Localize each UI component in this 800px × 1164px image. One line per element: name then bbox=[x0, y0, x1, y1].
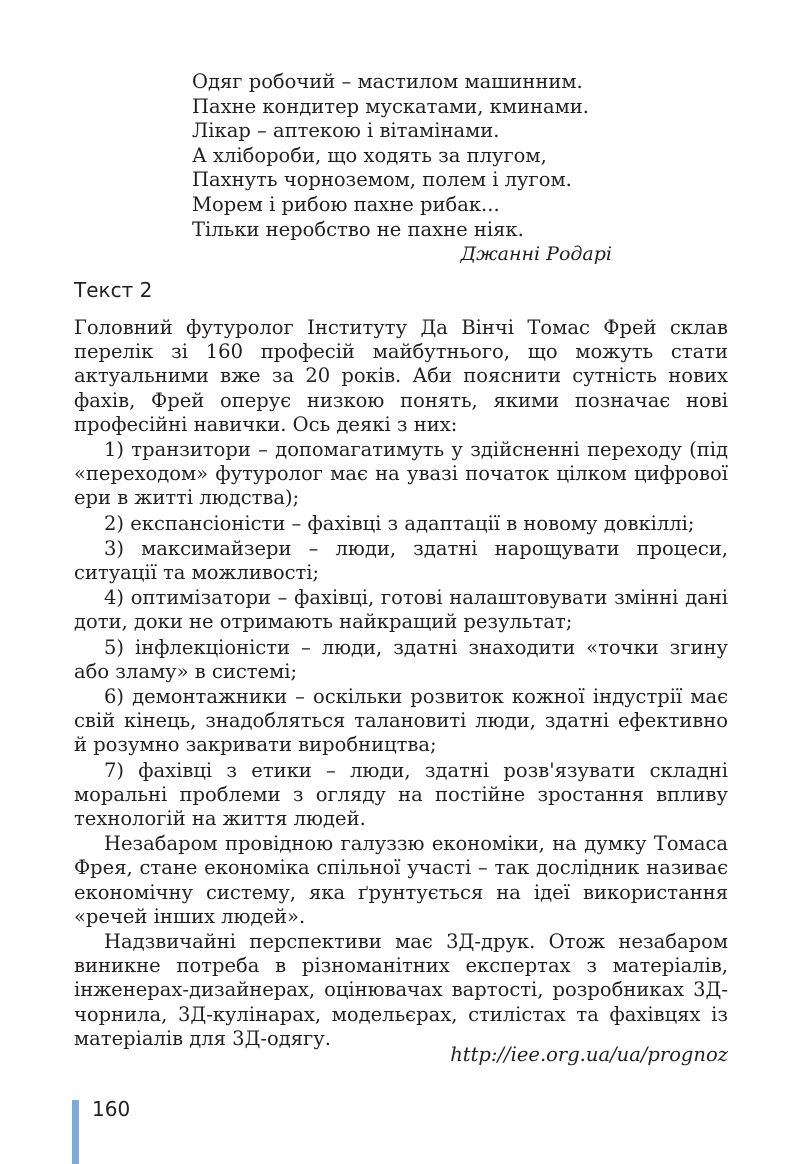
list-item: 2) експансіоністи – фахівці з адаптації в новому довкіллі; bbox=[104, 511, 695, 535]
poem-line: Морем і рибою пахне рибак... bbox=[192, 192, 500, 216]
list-item: 3) максимайзери – люди, здатні нарощувати процеси, ситуації та можливості; bbox=[74, 536, 728, 585]
list-item: 1) транзитори – допомагатимуть у здійсненні переходу (під «переходом» футуролог має на увазі початок цілком цифрової ери в житті людства); bbox=[74, 438, 728, 510]
poem-line: Тільки неробство не пахне ніяк. bbox=[192, 217, 524, 241]
section-heading: Текст 2 bbox=[74, 278, 153, 302]
paragraph-intro: Головний футуролог Інституту Да Вінчі Томас Фрей склав перелік зі 160 професій майбутнього, що можуть стати актуальними вже за 20 років. Аби пояснити сутність нових фахів, Фрей оперує низкою понять, якими позначає нові професійні навички. Ось деякі з них: bbox=[74, 316, 728, 436]
list-item: 6) демонтажники – оскільки розвиток кожної індустрії має свій кінець, знадобляться талановиті люди, здатні ефективно й розумно закривати виробництва; bbox=[74, 685, 728, 757]
poem-author: Джанні Родарі bbox=[460, 243, 612, 266]
page-accent-bar bbox=[72, 1100, 79, 1164]
list-item: 4) оптимізатори – фахівці, готові налаштовувати змінні дані доти, доки не отримають найкращий результат; bbox=[74, 586, 728, 634]
poem-line: Пахне кондитер мускатами, кминами. bbox=[192, 94, 589, 118]
poem-line: Лікар – аптекою і вітамінами. bbox=[192, 119, 500, 143]
list-item: 7) фахівці з етики – люди, здатні розв'язувати складні моральні проблеми з огляду на постійне зростання впливу технологій на життя людей. bbox=[74, 758, 728, 831]
poem-line: Одяг робочий – мастилом машинним. bbox=[192, 70, 583, 93]
poem-line: А хлібороби, що ходять за плугом, bbox=[192, 143, 547, 167]
paragraph: Надзвичайні перспективи має 3Д-друк. Отож незабаром виникне потреба в різноманітних експертах з матеріалів, інженерах-дизайнерах, оцінювачах вартості, розробниках 3Д-чорнила, 3Д-кулінарах, модельєрах, стилістах та фахівцях із матеріалів для 3Д-одягу. bbox=[74, 930, 728, 1050]
article-body bbox=[74, 316, 728, 1052]
paragraph: Незабаром провідною галуззю економіки, на думку Томаса Фрея, стане економіка спільної участі – так дослідник називає економічну систему, яка ґрунтується на ідеї використання «речей інших людей». bbox=[74, 832, 728, 928]
poem bbox=[192, 70, 612, 267]
poem-line: Пахнуть чорноземом, полем і лугом. bbox=[192, 168, 572, 192]
page-number: 160 bbox=[92, 1097, 131, 1121]
source-link[interactable]: http://iee.org.ua/ua/prognoz bbox=[450, 1043, 728, 1066]
list-item: 5) інфлекціоністи – люди, здатні знаходити «точки згину або зламу» в системі; bbox=[74, 635, 728, 683]
